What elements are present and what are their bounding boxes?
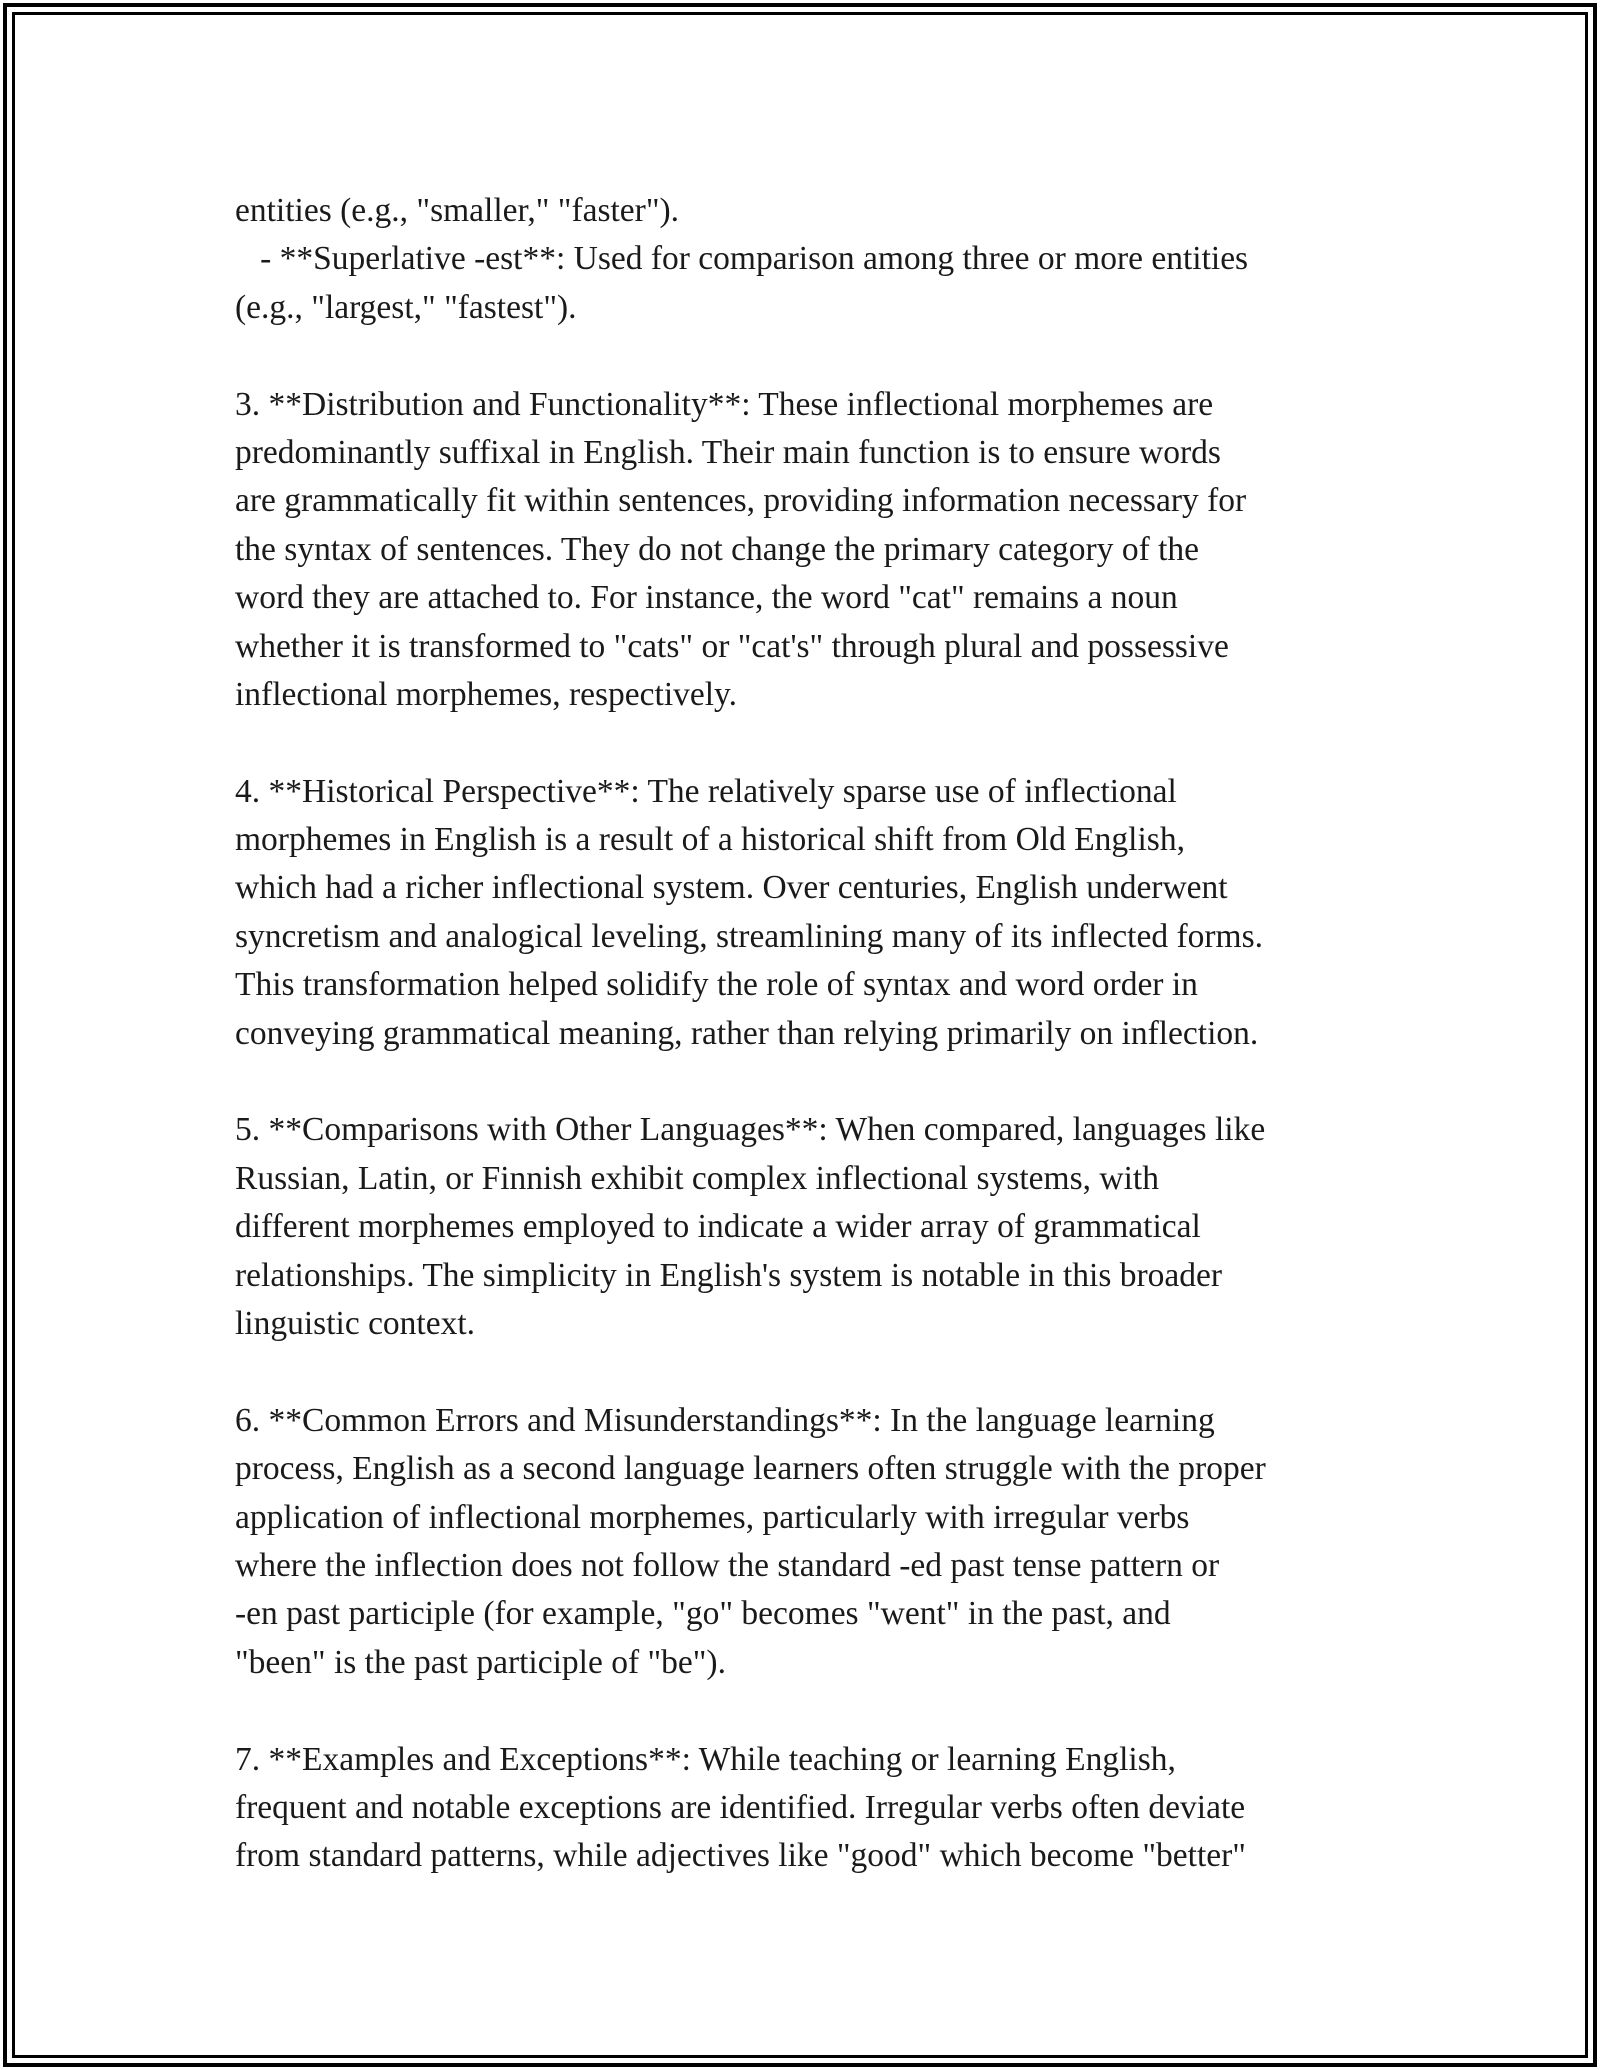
text-line: (e.g., "largest," "fastest"). bbox=[235, 288, 577, 326]
text-line: linguistic context. bbox=[235, 1304, 476, 1342]
text-line: - **Superlative -est**: Used for comparison among three or more entities bbox=[235, 240, 1249, 278]
text-line: frequent and notable exceptions are identified. Irregular verbs often deviate bbox=[235, 1788, 1246, 1826]
blank-line bbox=[235, 1687, 1425, 1735]
text-line: entities (e.g., "smaller," "faster"). bbox=[235, 192, 680, 229]
text-line: different morphemes employed to indicate a wider array of grammatical bbox=[235, 1208, 1201, 1246]
text-line: process, English as a second language learners often struggle with the proper bbox=[235, 1450, 1266, 1488]
text-line: 6. **Common Errors and Misunderstandings**: In the language learning bbox=[235, 1401, 1215, 1439]
text-line: application of inflectional morphemes, particularly with irregular verbs bbox=[235, 1498, 1190, 1536]
blank-line bbox=[235, 719, 1425, 767]
text-line: This transformation helped solidify the role of syntax and word order in bbox=[235, 966, 1198, 1004]
text-line: 4. **Historical Perspective**: The relatively sparse use of inflectional bbox=[235, 772, 1177, 810]
text-line: 3. **Distribution and Functionality**: These inflectional morphemes are bbox=[235, 385, 1214, 423]
text-line: the syntax of sentences. They do not change the primary category of the bbox=[235, 530, 1200, 568]
text-line: predominantly suffixal in English. Their main function is to ensure words bbox=[235, 433, 1221, 471]
text-line: which had a richer inflectional system. Over centuries, English underwent bbox=[235, 869, 1228, 907]
text-line: where the inflection does not follow the standard -ed past tense pattern or bbox=[235, 1546, 1220, 1584]
text-line: from standard patterns, while adjectives like "good" which become "better" bbox=[235, 1837, 1246, 1875]
text-line: conveying grammatical meaning, rather than relying primarily on inflection. bbox=[235, 1014, 1259, 1052]
blank-line bbox=[235, 332, 1425, 380]
text-line: morphemes in English is a result of a historical shift from Old English, bbox=[235, 821, 1185, 859]
text-line: 5. **Comparisons with Other Languages**: When compared, languages like bbox=[235, 1111, 1266, 1149]
document-body bbox=[235, 187, 1425, 1881]
blank-line bbox=[235, 1058, 1425, 1106]
text-line: whether it is transformed to "cats" or "cat's" through plural and possessive bbox=[235, 627, 1229, 665]
text-line: syncretism and analogical leveling, streamlining many of its inflected forms. bbox=[235, 917, 1263, 955]
text-line: 7. **Examples and Exceptions**: While teaching or learning English, bbox=[235, 1740, 1176, 1778]
text-line: inflectional morphemes, respectively. bbox=[235, 675, 738, 713]
blank-line bbox=[235, 1348, 1425, 1396]
text-line: are grammatically fit within sentences, providing information necessary for bbox=[235, 482, 1247, 520]
text-line: -en past participle (for example, "go" becomes "went" in the past, and bbox=[235, 1595, 1171, 1633]
text-line: "been" is the past participle of "be"). bbox=[235, 1643, 726, 1681]
text-line: Russian, Latin, or Finnish exhibit complex inflectional systems, with bbox=[235, 1159, 1159, 1197]
text-line: relationships. The simplicity in English's system is notable in this broader bbox=[235, 1256, 1223, 1294]
text-line: word they are attached to. For instance, the word "cat" remains a noun bbox=[235, 579, 1178, 617]
